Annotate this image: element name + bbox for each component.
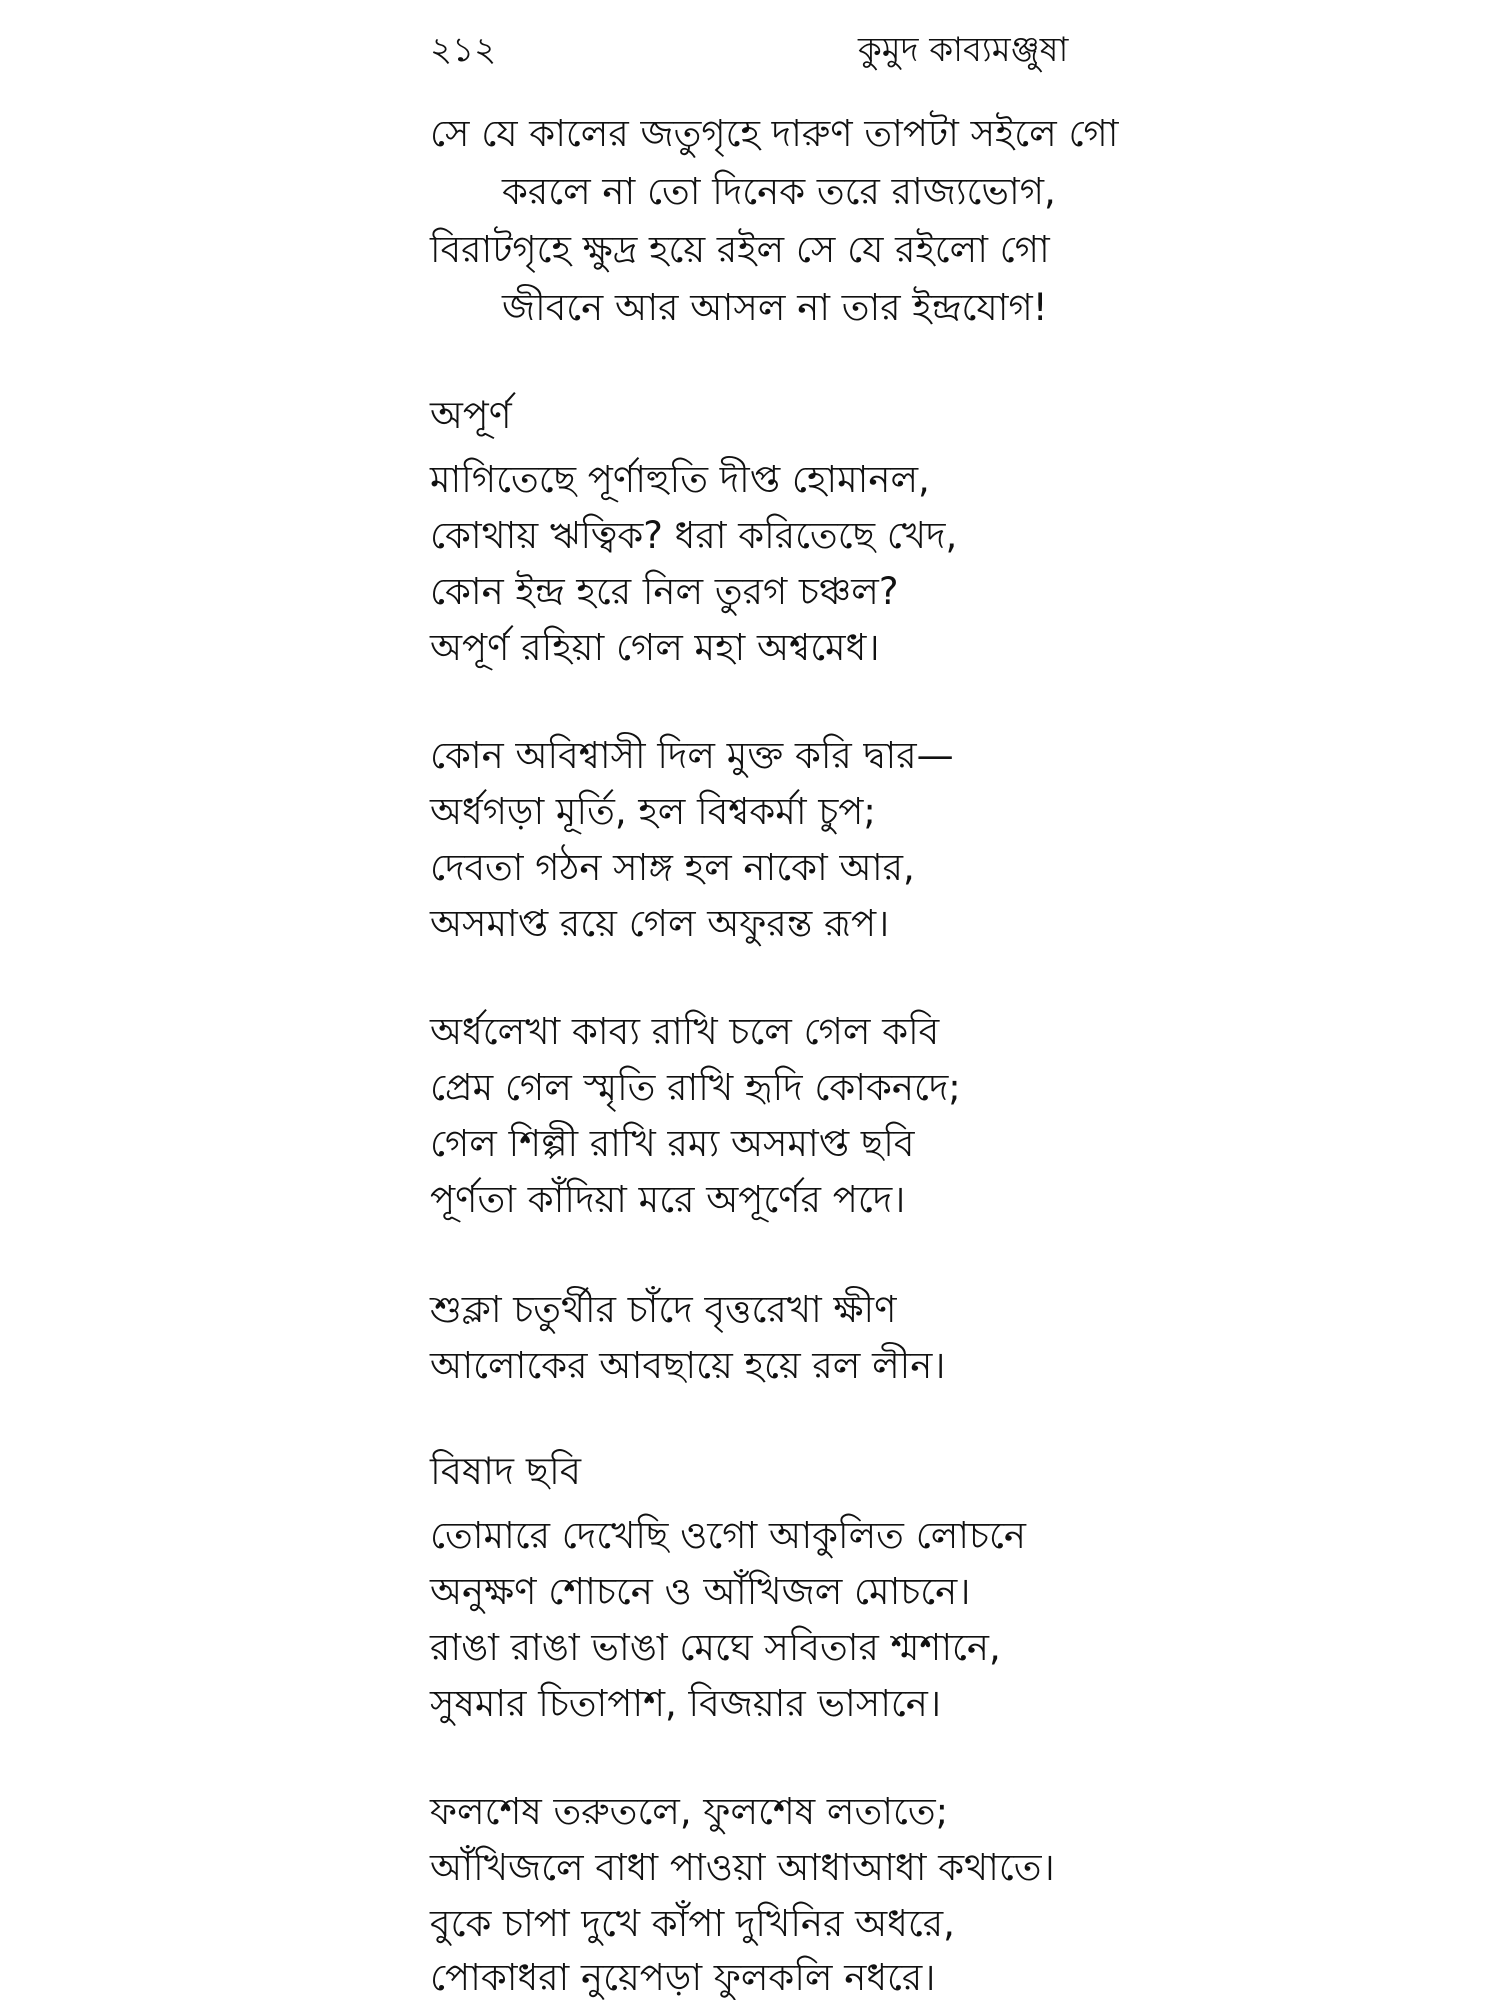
verse-line: অনুক্ষণ শোচনে ও আঁখিজল মোচনে। (430, 1570, 971, 1613)
verse-line: অর্ধলেখা কাব্য রাখি চলে গেল কবি (430, 1010, 940, 1053)
verse-line: অপূর্ণ রহিয়া গেল মহা অশ্বমেধ। (430, 626, 880, 669)
running-head-title: কুমুদ কাব্যমঞ্জুষা (858, 30, 1069, 70)
poem-title: বিষাদ ছবি (430, 1449, 582, 1493)
verse-line: রাঙা রাঙা ভাঙা মেঘে সবিতার শ্মশানে, (430, 1626, 1001, 1669)
poem-title: অপূর্ণ (430, 393, 512, 437)
verse-line: সে যে কালের জতুগৃহে দারুণ তাপটা সইলে গো (430, 112, 1119, 155)
verse-line: অসমাপ্ত রয়ে গেল অফুরন্ত রূপ। (430, 902, 890, 945)
verse-line: পূর্ণতা কাঁদিয়া মরে অপূর্ণের পদে। (430, 1178, 906, 1221)
verse-line: ফলশেষ তরুতলে, ফুলশেষ লতাতে; (430, 1790, 949, 1833)
verse-line: প্রেম গেল স্মৃতি রাখি হৃদি কোকনদে; (430, 1066, 961, 1109)
verse-line: দেবতা গঠন সাঙ্গ হল নাকো আর, (430, 846, 915, 889)
page-number: ২১২ (430, 30, 497, 70)
verse-line: আঁখিজলে বাধা পাওয়া আধাআধা কথাতে। (430, 1846, 1055, 1889)
verse-line: কোন অবিশ্বাসী দিল মুক্ত করি দ্বার— (430, 734, 954, 777)
verse-line: মাগিতেছে পূর্ণাহুতি দীপ্ত হোমানল, (430, 458, 930, 501)
verse-line: বুকে চাপা দুখে কাঁপা দুখিনির অধরে, (430, 1902, 955, 1945)
verse-line: আলোকের আবছায়ে হয়ে রল লীন। (430, 1344, 946, 1387)
verse-line: সুষমার চিতাপাশ, বিজয়ার ভাসানে। (430, 1682, 942, 1725)
verse-line: জীবনে আর আসল না তার ইন্দ্রযোগ! (502, 286, 1048, 329)
verse-line: শুক্লা চতুর্থীর চাঁদে বৃত্তরেখা ক্ষীণ (430, 1288, 897, 1331)
verse-line: তোমারে দেখেছি ওগো আকুলিত লোচনে (430, 1514, 1026, 1557)
verse-line: বিরাটগৃহে ক্ষুদ্র হয়ে রইল সে যে রইলো গো (430, 228, 1050, 271)
verse-line: করলে না তো দিনেক তরে রাজ্যভোগ, (502, 170, 1056, 213)
verse-line: কোথায় ঋত্বিক? ধরা করিতেছে খেদ, (430, 514, 958, 557)
verse-line: কোন ইন্দ্র হরে নিল তুরগ চঞ্চল? (430, 570, 899, 613)
verse-line: অর্ধগড়া মূর্তি, হল বিশ্বকর্মা চুপ; (430, 790, 876, 833)
verse-line: পোকাধরা নুয়েপড়া ফুলকলি নধরে। (430, 1956, 936, 1999)
verse-line: গেল শিল্পী রাখি রম্য অসমাপ্ত ছবি (430, 1122, 915, 1165)
